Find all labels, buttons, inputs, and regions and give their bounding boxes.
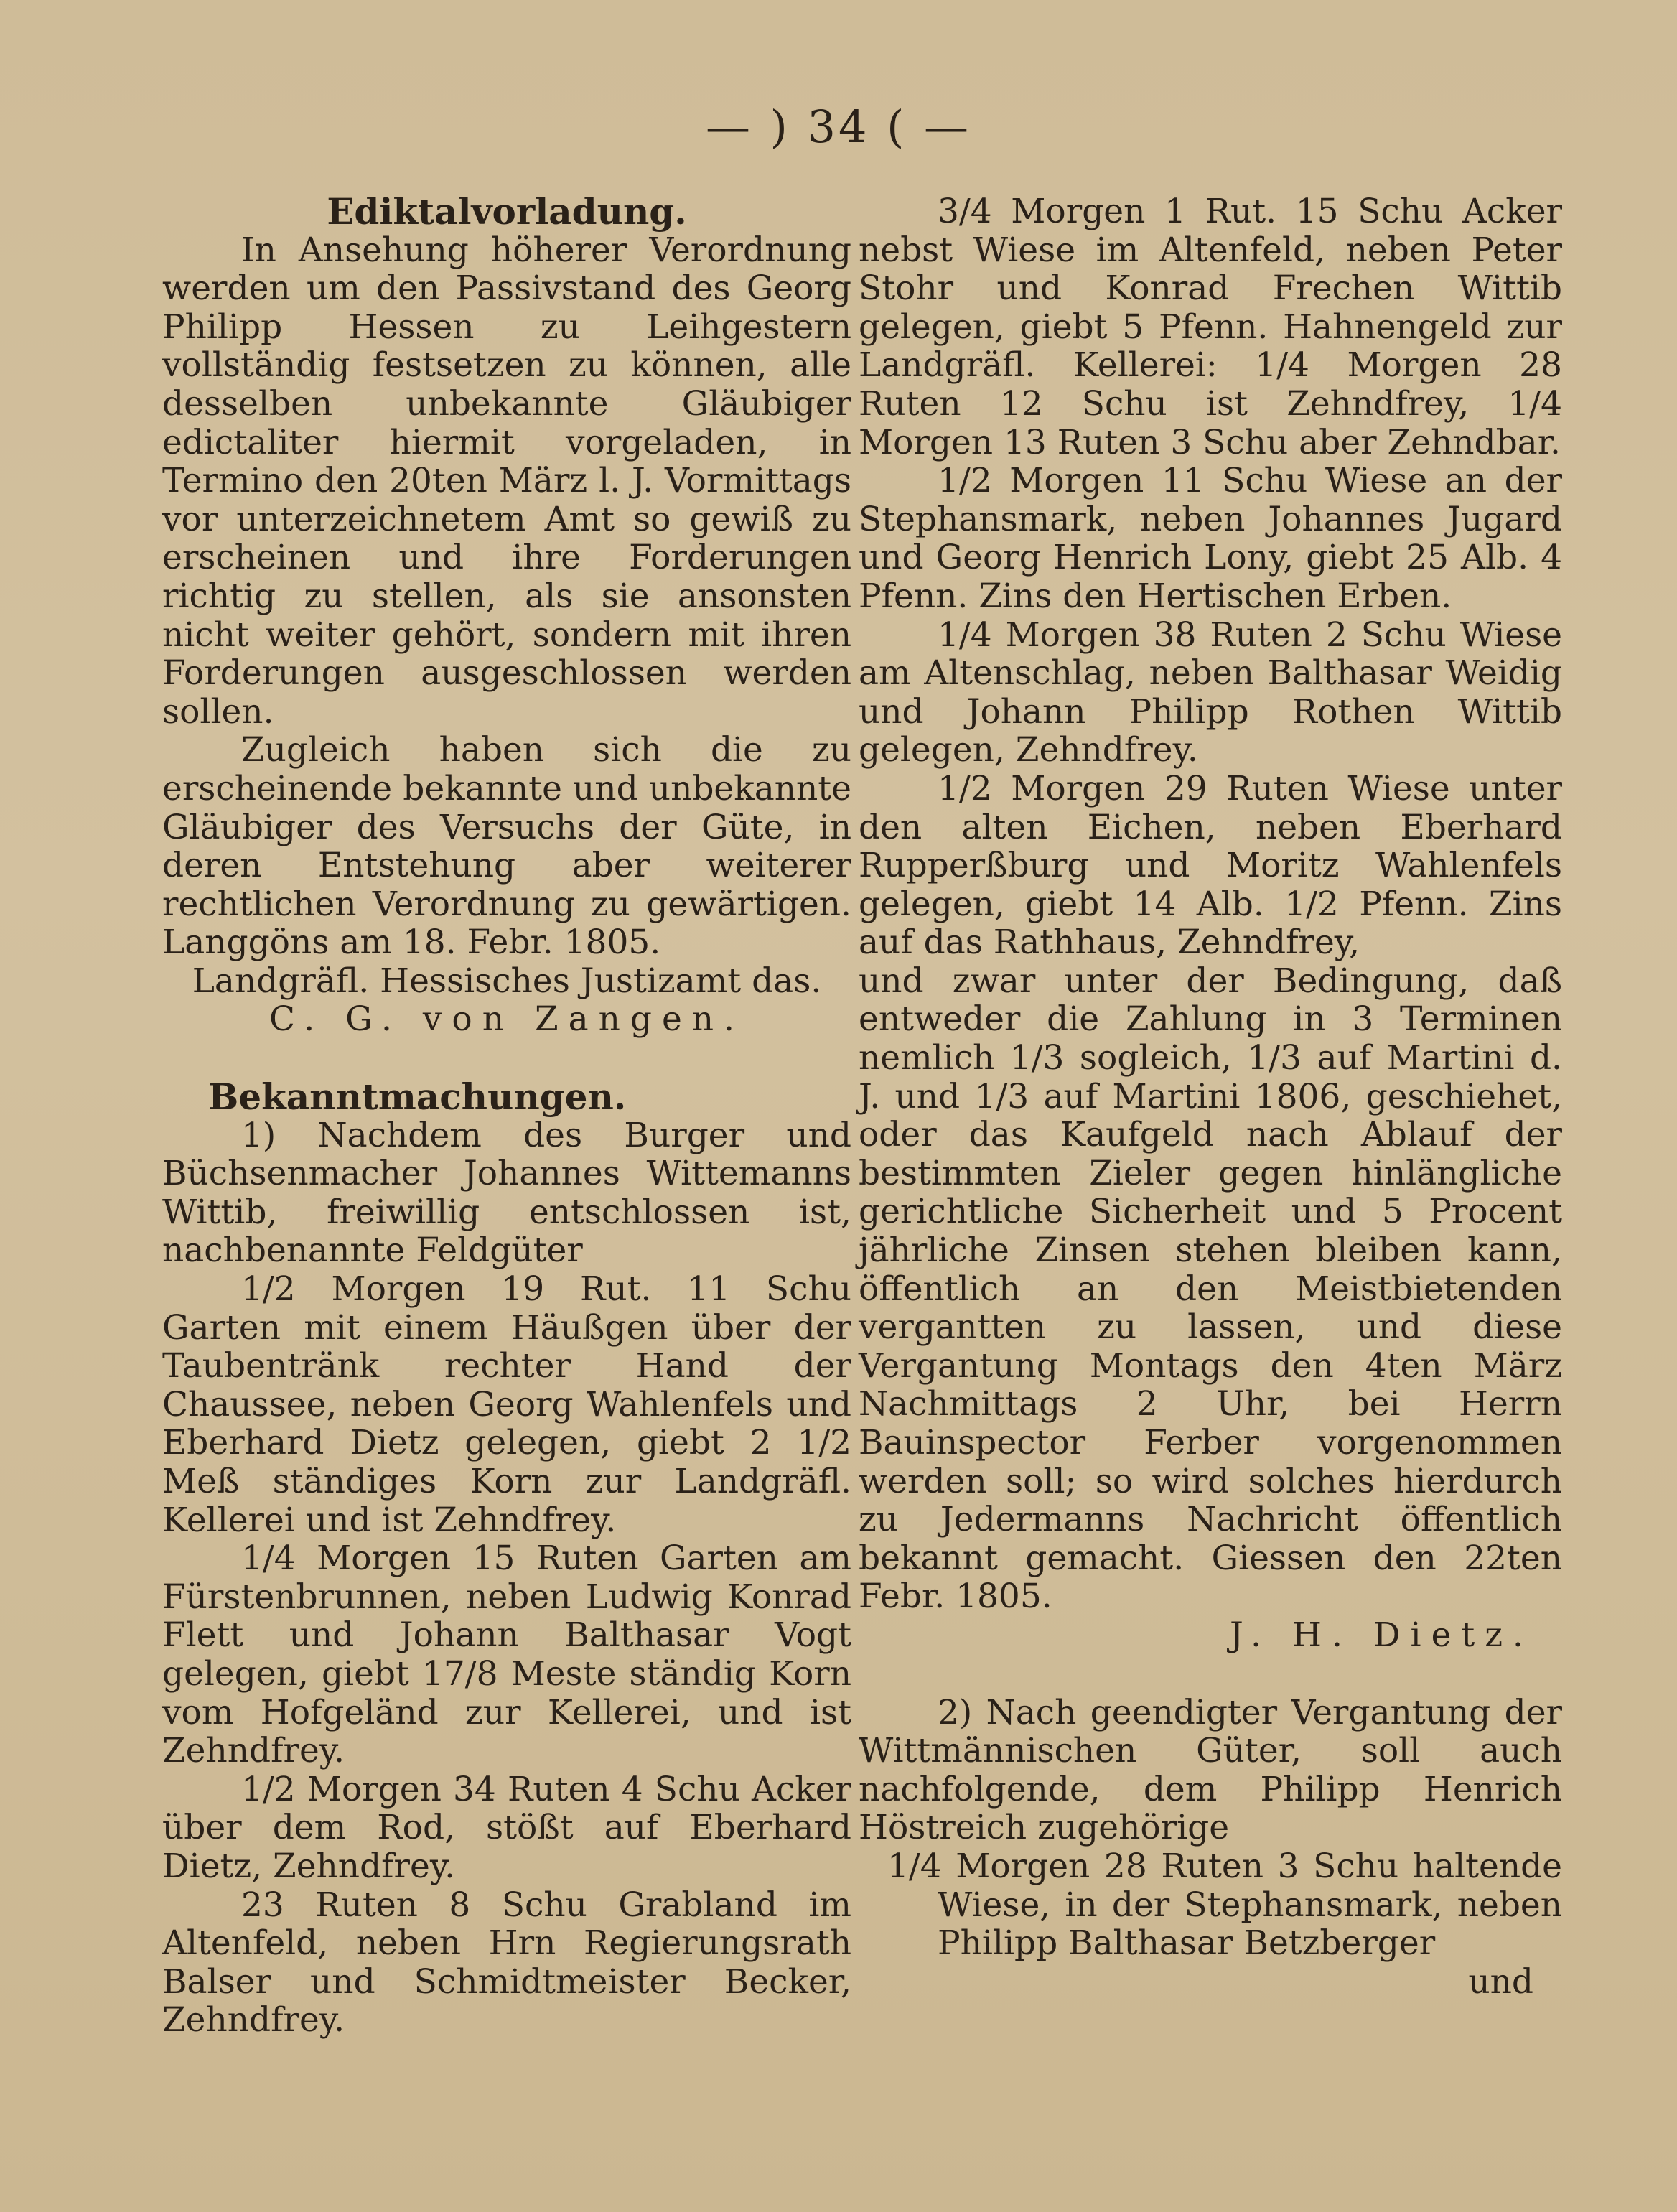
parcel-1: 1/2 Morgen 19 Rut. 11 Schu Garten mit einem Häußgen über der Taubentränk rechter Hand der Chaussee, neben Georg Wahlenfels und Eberhard Dietz gelegen, giebt 2 1/2 Meß ständiges Korn zur Landgräfl. Kellerei und ist Zehndfrey. [162,1269,851,1540]
catchword: und [1468,1961,1533,2002]
parcel-6: 1/2 Morgen 11 Schu Wiese an der Stephansmark, neben Johannes Jugard und Georg Henrich Lony, giebt 25 Alb. 4 Pfenn. Zins den Hertischen Erben. [859,461,1562,616]
right-column [859,192,1562,2001]
parcel-3: 1/2 Morgen 34 Ruten 4 Schu Acker über dem Rod, stößt auf Eberhard Dietz, Zehndfrey. [162,1769,851,1886]
parcel-5: 3/4 Morgen 1 Rut. 15 Schu Acker nebst Wiese im Altenfeld, neben Peter Stohr und Konrad Frechen Wittib gelegen, giebt 5 Pfenn. Hahnengeld zur Landgräfl. Kellerei: 1/4 Morgen 28 Ruten 12 Schu ist Zehndfrey, 1/4 Morgen 13 Ruten 3 Schu aber Zehndbar. [859,192,1562,462]
section-gap [859,1655,1562,1694]
section-gap [162,1039,851,1078]
edict-authority: Landgräfl. Hessisches Justizamt das. [192,961,822,1001]
announcement-1-signature: J. H. Dietz. [1229,1615,1533,1655]
parcel-2: 1/4 Morgen 15 Ruten Garten am Fürstenbrunnen, neben Ludwig Konrad Flett und Johann Balthasar Vogt gelegen, giebt 17/8 Meste ständig Korn vom Hofgeländ zur Kellerei, und ist Zehndfrey. [162,1539,851,1771]
parcel-8: 1/2 Morgen 29 Ruten Wiese unter den alten Eichen, neben Eberhard Rupperßburg und Moritz Wahlenfels gelegen, giebt 14 Alb. 1/2 Pfenn. Zins auf das Rathhaus, Zehndfrey, [859,768,1562,963]
edict-body-2: Zugleich haben sich die zu erscheinende bekannte und unbekannte Gläubiger des Versuchs der Güte, in deren Entstehung aber weiterer rechtlichen Verordnung zu gewärtigen. Langgöns am 18. Febr. 1805. [162,730,851,963]
announcement-1-intro: 1) Nachdem des Burger und Büchsenmacher Johannes Wittemanns Wittib, freiwillig entschlossen ist, nachbenannte Feldgüter [162,1115,851,1271]
edict-signature: C. G. von Zangen. [268,999,745,1040]
announcement-2-intro: 2) Nach geendigter Vergantung der Wittmännischen Güter, soll auch nachfolgende, dem Philipp Henrich Höstreich zugehörige [859,1692,1562,1848]
parcel-9: 1/4 Morgen 28 Ruten 3 Schu haltende Wiese, in der Stephansmark, neben Philipp Balthasar Betzberger [887,1846,1562,1964]
parcel-4: 23 Ruten 8 Schu Grabland im Altenfeld, neben Hrn Regierungsrath Balser und Schmidtmeister Becker, Zehndfrey. [162,1885,851,2040]
sale-conditions: und zwar unter der Bedingung, daß entweder die Zahlung in 3 Terminen nemlich 1/3 sogleich, 1/3 auf Martini d. J. und 1/3 auf Martini 1806, geschiehet, oder das Kaufgeld nach Ablauf der bestimmten Zieler gegen hinlängliche gerichtliche Sicherheit und 5 Procent jährliche Zinsen stehen bleiben kann, öffentlich an den Meistbietenden vergantten zu lassen, und diese Vergantung Montags den 4ten März Nachmittags 2 Uhr, bei Herrn Bauinspector Ferber vorgenommen werden soll; so wird solches hierdurch zu Jedermanns Nachricht öffentlich bekannt gemacht. Giessen den 22ten Febr. 1805. [859,961,1562,1617]
edict-body: In Ansehung höherer Verordnung werden um den Passivstand des Georg Philipp Hessen zu Leihgestern vollständig festsetzen zu können, alle desselben unbekannte Gläubiger edictaliter hiermit vorgeladen, in Termino den 20ten März l. J. Vormittags vor unterzeichnetem Amt so gewiß zu erscheinen und ihre Forderungen richtig zu stellen, als sie ansonsten nicht weiter gehört, sondern mit ihren Forderungen ausgeschlossen werden sollen. [162,230,851,732]
announcements-title: Bekanntmachungen. [208,1075,627,1119]
page-number: — ) 34 ( — [705,101,972,153]
parcel-7: 1/4 Morgen 38 Ruten 2 Schu Wiese am Altenschlag, neben Balthasar Weidig und Johann Philipp Rothen Wittib gelegen, Zehndfrey. [859,615,1562,770]
edict-title: Ediktalvorladung. [327,190,687,233]
left-column [162,192,851,2040]
